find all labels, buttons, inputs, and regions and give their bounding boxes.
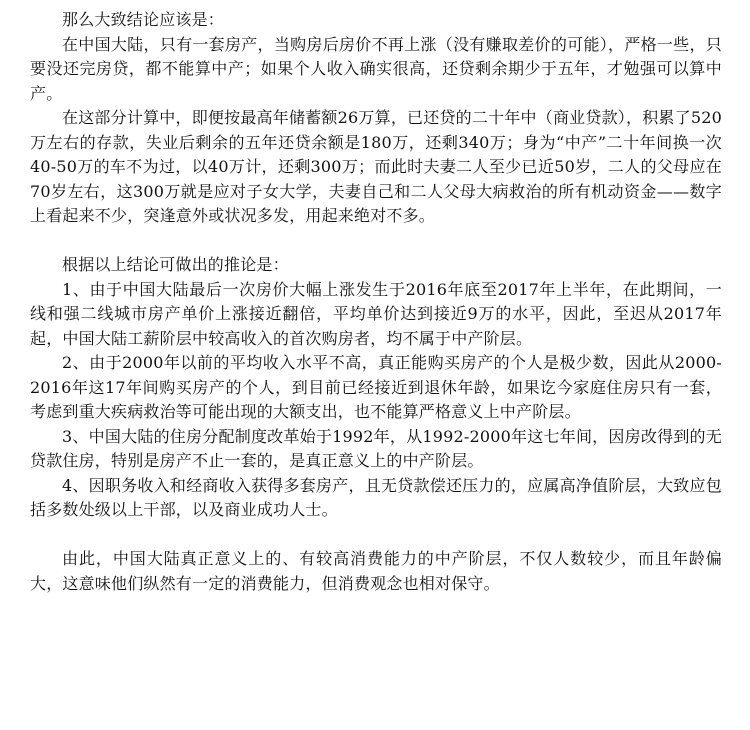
paragraph-inference-4: 4、因职务收入和经商收入获得多套房产，且无贷款偿还压力的，应属高净值阶层，大致应包括多数处级以上干部，以及商业成功人士。 — [30, 475, 722, 519]
paragraph-conclusion-1: 在中国大陆，只有一套房产，当购房后房价不再上涨（没有赚取差价的可能），严格一些，只要没还完房贷，都不能算中产；如果个人收入确实很高，还贷剩余期少于五年，才勉强可以算中产。 — [30, 34, 722, 103]
paragraph-calculation: 在这部分计算中，即便按最高年储蓄额26万算，已还贷的二十年中（商业贷款），积累了520万左右的存款，失业后剩余的五年还贷余额是180万，还剩340万；身为“中产”二十年间换一次40-50万的车不为过，以40万计，还剩300万；而此时夫妻二人至少已近50岁，二人的父母应在70岁左右，这300万就是应对子女大学，夫妻自己和二人父母大病救治的所有机动资金——数字上看起来不少，突逢意外或状况多发，用起来绝对不多。 — [30, 108, 722, 225]
document-body — [30, 8, 722, 596]
paragraph-spacer — [30, 523, 722, 548]
paragraph-inference-3: 3、中国大陆的住房分配制度改革始于1992年，从1992-2000年这七年间，因房改得到的无贷款住房，特别是房产不止一套的，是真正意义上的中产阶层。 — [30, 426, 722, 470]
paragraph-conclusion-intro: 那么大致结论应该是： — [62, 10, 225, 29]
paragraph-inference-1: 1、由于中国大陆最后一次房价大幅上涨发生于2016年底至2017年上半年，在此期间，一线和强二线城市房产单价上涨接近翻倍，平均单价达到接近9万的水平，因此，至迟从2017年起，中国大陆工薪阶层中较高收入的首次购房者，均不属于中产阶层。 — [30, 279, 722, 348]
paragraph-spacer — [30, 229, 722, 254]
paragraph-inference-intro: 根据以上结论可做出的推论是： — [62, 255, 289, 274]
paragraph-summary: 由此，中国大陆真正意义上的、有较高消费能力的中产阶层，不仅人数较少，而且年龄偏大，这意味他们纵然有一定的消费能力，但消费观念也相对保守。 — [30, 549, 722, 593]
paragraph-inference-2: 2、由于2000年以前的平均收入水平不高，真正能购买房产的个人是极少数，因此从2000-2016年这17年间购买房产的个人，到目前已经接近到退休年龄，如果讫今家庭住房只有一套，考虑到重大疾病救治等可能出现的大额支出，也不能算严格意义上中产阶层。 — [30, 353, 722, 421]
